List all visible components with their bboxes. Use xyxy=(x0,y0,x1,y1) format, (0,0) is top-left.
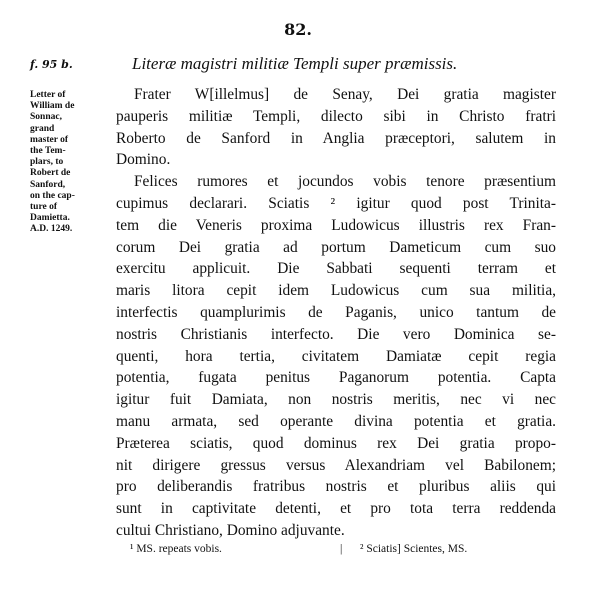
body-line: maris litora cepit idem Ludowicus cum sua militia, xyxy=(116,282,556,300)
margin-note-line: Sonnac, xyxy=(30,112,62,123)
folio-reference: f. 95 b. xyxy=(30,58,73,71)
margin-note-line: grand xyxy=(30,123,55,134)
footnote-2: ² Sciatis] Scientes, MS. xyxy=(360,543,468,555)
body-line: Domino. xyxy=(116,151,171,169)
margin-note-line: Damietta. xyxy=(30,213,70,224)
footnote-separator: | xyxy=(340,543,343,555)
letter-body xyxy=(116,84,556,542)
body-line: cultui Christiano, Domino adjuvante. xyxy=(116,521,345,539)
body-line: cupimus declarari. Sciatis ² igitur quod post Trinita- xyxy=(116,194,556,212)
body-line: quenti, hora tertia, civitatem Damiatæ cepit regia xyxy=(116,347,556,365)
body-line: nostris Christianis interfecto. Die vero Dominica se- xyxy=(116,325,556,343)
margin-note-line: ture of xyxy=(30,202,57,213)
body-line: tem die Veneris proxima Ludowicus illustris rex Fran- xyxy=(116,216,556,234)
margin-note-line: William de xyxy=(30,101,75,112)
margin-note xyxy=(30,90,120,236)
body-line: manu armata, sed operante divina potentia et gratia. xyxy=(116,412,556,430)
body-line: pauperis militiæ Templi, dilecto sibi in Christo fratri xyxy=(116,107,556,125)
margin-note-line: master of xyxy=(30,134,69,145)
body-line: nit dirigere gressus versus Alexandriam vel Babilonem; xyxy=(116,456,556,474)
margin-note-line: on the cap- xyxy=(30,190,75,201)
body-line: corum Dei gratia ad portum Dameticum cum suo xyxy=(116,238,556,256)
body-line: Felices rumores et jocundos vobis tenore præsentium xyxy=(134,173,556,191)
body-line: pro deliberandis fratribus nostris et pluribus aliis qui xyxy=(116,478,556,496)
margin-note-line: the Tem- xyxy=(30,146,66,157)
margin-note-line: Robert de xyxy=(30,168,71,179)
footnote-1: ¹ MS. repeats vobis. xyxy=(130,543,222,555)
document-title: Literæ magistri militiæ Templi super præmissis. xyxy=(132,54,458,73)
body-line: igitur fuit Damiata, non nostris meritis, nec vi nec xyxy=(116,391,556,409)
body-line: Roberto de Sanford in Anglia præceptori, salutem in xyxy=(116,129,556,147)
margin-note-line: A.D. 1249. xyxy=(30,224,73,235)
page-number: 82. xyxy=(284,20,312,39)
body-line: interfectis quamplurimis de Paganis, unico tantum de xyxy=(116,303,556,321)
body-line: exercitu applicuit. Die Sabbati sequenti terram et xyxy=(116,260,556,278)
margin-note-line: plars, to xyxy=(30,157,64,168)
body-line: Præterea sciatis, quod dominus rex Dei gratia propo- xyxy=(116,434,556,452)
body-line: potentia, fugata penitus Paganorum potentia. Capta xyxy=(116,369,556,387)
body-line: sunt in captivitate detenti, et pro tota terra reddenda xyxy=(116,500,556,518)
margin-note-line: Sanford, xyxy=(30,179,66,190)
margin-note-line: Letter of xyxy=(30,90,66,100)
body-line: Frater W[illelmus] de Senay, Dei gratia magister xyxy=(134,86,556,103)
